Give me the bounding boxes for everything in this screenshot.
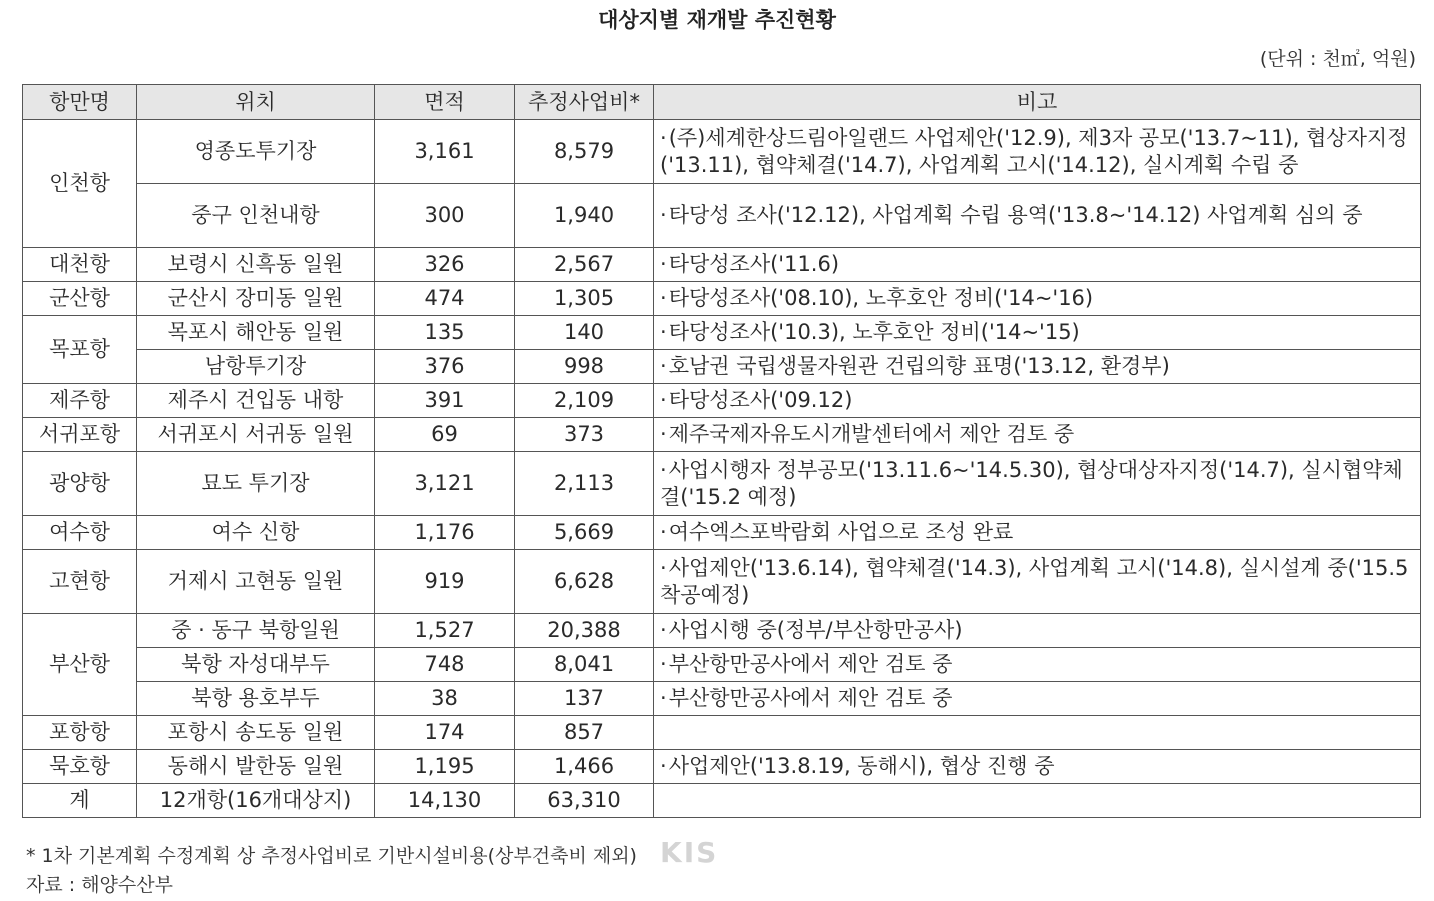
total-cost: 63,310 (515, 784, 654, 818)
table-row (23, 550, 1421, 614)
table-row (23, 614, 1421, 648)
area-cell: 391 (375, 384, 515, 418)
area-cell: 69 (375, 418, 515, 452)
note-cell (654, 716, 1421, 750)
footnote: * 1차 기본계획 수정계획 상 추정사업비로 기반시설비용(상부건축비 제외) (26, 845, 637, 867)
cost-cell: 1,466 (515, 750, 654, 784)
area-cell: 326 (375, 248, 515, 282)
location-cell: 군산시 장미동 일원 (137, 282, 375, 316)
note-cell: ·사업제안('13.6.14), 협약체결('14.3), 사업계획 고시('14.8), 실시설계 중('15.5 착공예정) (654, 550, 1421, 614)
table-row (23, 516, 1421, 550)
note-cell: ·부산항만공사에서 제안 검토 중 (654, 648, 1421, 682)
table-row (23, 316, 1421, 350)
cost-cell: 137 (515, 682, 654, 716)
port-cell: 포항항 (23, 716, 137, 750)
cost-cell: 20,388 (515, 614, 654, 648)
cost-cell: 2,567 (515, 248, 654, 282)
port-cell: 서귀포항 (23, 418, 137, 452)
table-row (23, 452, 1421, 516)
cost-cell: 998 (515, 350, 654, 384)
location-cell: 여수 신항 (137, 516, 375, 550)
port-cell: 제주항 (23, 384, 137, 418)
area-cell: 748 (375, 648, 515, 682)
area-cell: 474 (375, 282, 515, 316)
area-cell: 3,161 (375, 120, 515, 184)
header-note: 비고 (654, 85, 1421, 120)
note-cell: ·타당성조사('11.6) (654, 248, 1421, 282)
note-cell: ·부산항만공사에서 제안 검토 중 (654, 682, 1421, 716)
header-cost: 추정사업비* (515, 85, 654, 120)
location-cell: 제주시 건입동 내항 (137, 384, 375, 418)
page-title: 대상지별 재개발 추진현황 (598, 8, 836, 32)
note-cell: ·여수엑스포박람회 사업으로 조성 완료 (654, 516, 1421, 550)
port-cell: 광양항 (23, 452, 137, 516)
area-cell: 1,527 (375, 614, 515, 648)
total-row (23, 784, 1421, 818)
area-cell: 919 (375, 550, 515, 614)
header-port: 항만명 (23, 85, 137, 120)
area-cell: 300 (375, 184, 515, 248)
header-location: 위치 (137, 85, 375, 120)
area-cell: 135 (375, 316, 515, 350)
cost-cell: 5,669 (515, 516, 654, 550)
note-cell: ·사업시행 중(정부/부산항만공사) (654, 614, 1421, 648)
redevelopment-table (22, 84, 1421, 818)
location-cell: 동해시 발한동 일원 (137, 750, 375, 784)
note-cell: ·사업시행자 정부공모('13.11.6~'14.5.30), 협상대상자지정('14.7), 실시협약체결('15.2 예정) (654, 452, 1421, 516)
total-note (654, 784, 1421, 818)
area-cell: 376 (375, 350, 515, 384)
table-row (23, 418, 1421, 452)
table-header-row (23, 85, 1421, 120)
area-cell: 1,176 (375, 516, 515, 550)
area-cell: 38 (375, 682, 515, 716)
cost-cell: 1,940 (515, 184, 654, 248)
table-row (23, 350, 1421, 384)
port-cell: 고현항 (23, 550, 137, 614)
cost-cell: 2,113 (515, 452, 654, 516)
cost-cell: 857 (515, 716, 654, 750)
cost-cell: 1,305 (515, 282, 654, 316)
area-cell: 174 (375, 716, 515, 750)
location-cell: 포항시 송도동 일원 (137, 716, 375, 750)
source-note: 자료 : 해양수산부 (26, 874, 173, 896)
note-cell: ·타당성조사('10.3), 노후호안 정비('14~'15) (654, 316, 1421, 350)
location-cell: 영종도투기장 (137, 120, 375, 184)
cost-cell: 2,109 (515, 384, 654, 418)
total-label: 계 (23, 784, 137, 818)
note-cell: ·타당성 조사('12.12), 사업계획 수립 용역('13.8~'14.12) 사업계획 심의 중 (654, 184, 1421, 248)
table-row (23, 384, 1421, 418)
cost-cell: 8,041 (515, 648, 654, 682)
area-cell: 1,195 (375, 750, 515, 784)
table-row (23, 750, 1421, 784)
port-cell: 여수항 (23, 516, 137, 550)
port-cell: 목포항 (23, 316, 137, 384)
location-cell: 중 · 동구 북항일원 (137, 614, 375, 648)
port-cell: 대천항 (23, 248, 137, 282)
location-cell: 서귀포시 서귀동 일원 (137, 418, 375, 452)
location-cell: 묘도 투기장 (137, 452, 375, 516)
location-cell: 보령시 신흑동 일원 (137, 248, 375, 282)
location-cell: 북항 자성대부두 (137, 648, 375, 682)
cost-cell: 140 (515, 316, 654, 350)
location-cell: 북항 용호부두 (137, 682, 375, 716)
table-row (23, 120, 1421, 184)
location-cell: 목포시 해안동 일원 (137, 316, 375, 350)
cost-cell: 8,579 (515, 120, 654, 184)
port-cell: 군산항 (23, 282, 137, 316)
cost-cell: 373 (515, 418, 654, 452)
total-area: 14,130 (375, 784, 515, 818)
total-location: 12개항(16개대상지) (137, 784, 375, 818)
port-cell: 묵호항 (23, 750, 137, 784)
note-cell: ·사업제안('13.8.19, 동해시), 협상 진행 중 (654, 750, 1421, 784)
table-row (23, 248, 1421, 282)
note-cell: ·제주국제자유도시개발센터에서 제안 검토 중 (654, 418, 1421, 452)
area-cell: 3,121 (375, 452, 515, 516)
watermark-logo: KIS (660, 836, 719, 869)
table-row (23, 184, 1421, 248)
port-cell: 인천항 (23, 120, 137, 248)
note-cell: ·호남권 국립생물자원관 건립의향 표명('13.12, 환경부) (654, 350, 1421, 384)
table-row (23, 682, 1421, 716)
table-row (23, 716, 1421, 750)
location-cell: 거제시 고현동 일원 (137, 550, 375, 614)
location-cell: 중구 인천내항 (137, 184, 375, 248)
port-cell: 부산항 (23, 614, 137, 716)
note-cell: ·(주)세계한상드림아일랜드 사업제안('12.9), 제3자 공모('13.7~11), 협상자지정('13.11), 협약체결('14.7), 사업계획 고시('14.12), 실시계획 수립 중 (654, 120, 1421, 184)
unit-label: (단위 : 천㎡, 억원) (1259, 48, 1416, 70)
cost-cell: 6,628 (515, 550, 654, 614)
header-area: 면적 (375, 85, 515, 120)
table-row (23, 648, 1421, 682)
note-cell: ·타당성조사('08.10), 노후호안 정비('14~'16) (654, 282, 1421, 316)
table-row (23, 282, 1421, 316)
note-cell: ·타당성조사('09.12) (654, 384, 1421, 418)
location-cell: 남항투기장 (137, 350, 375, 384)
